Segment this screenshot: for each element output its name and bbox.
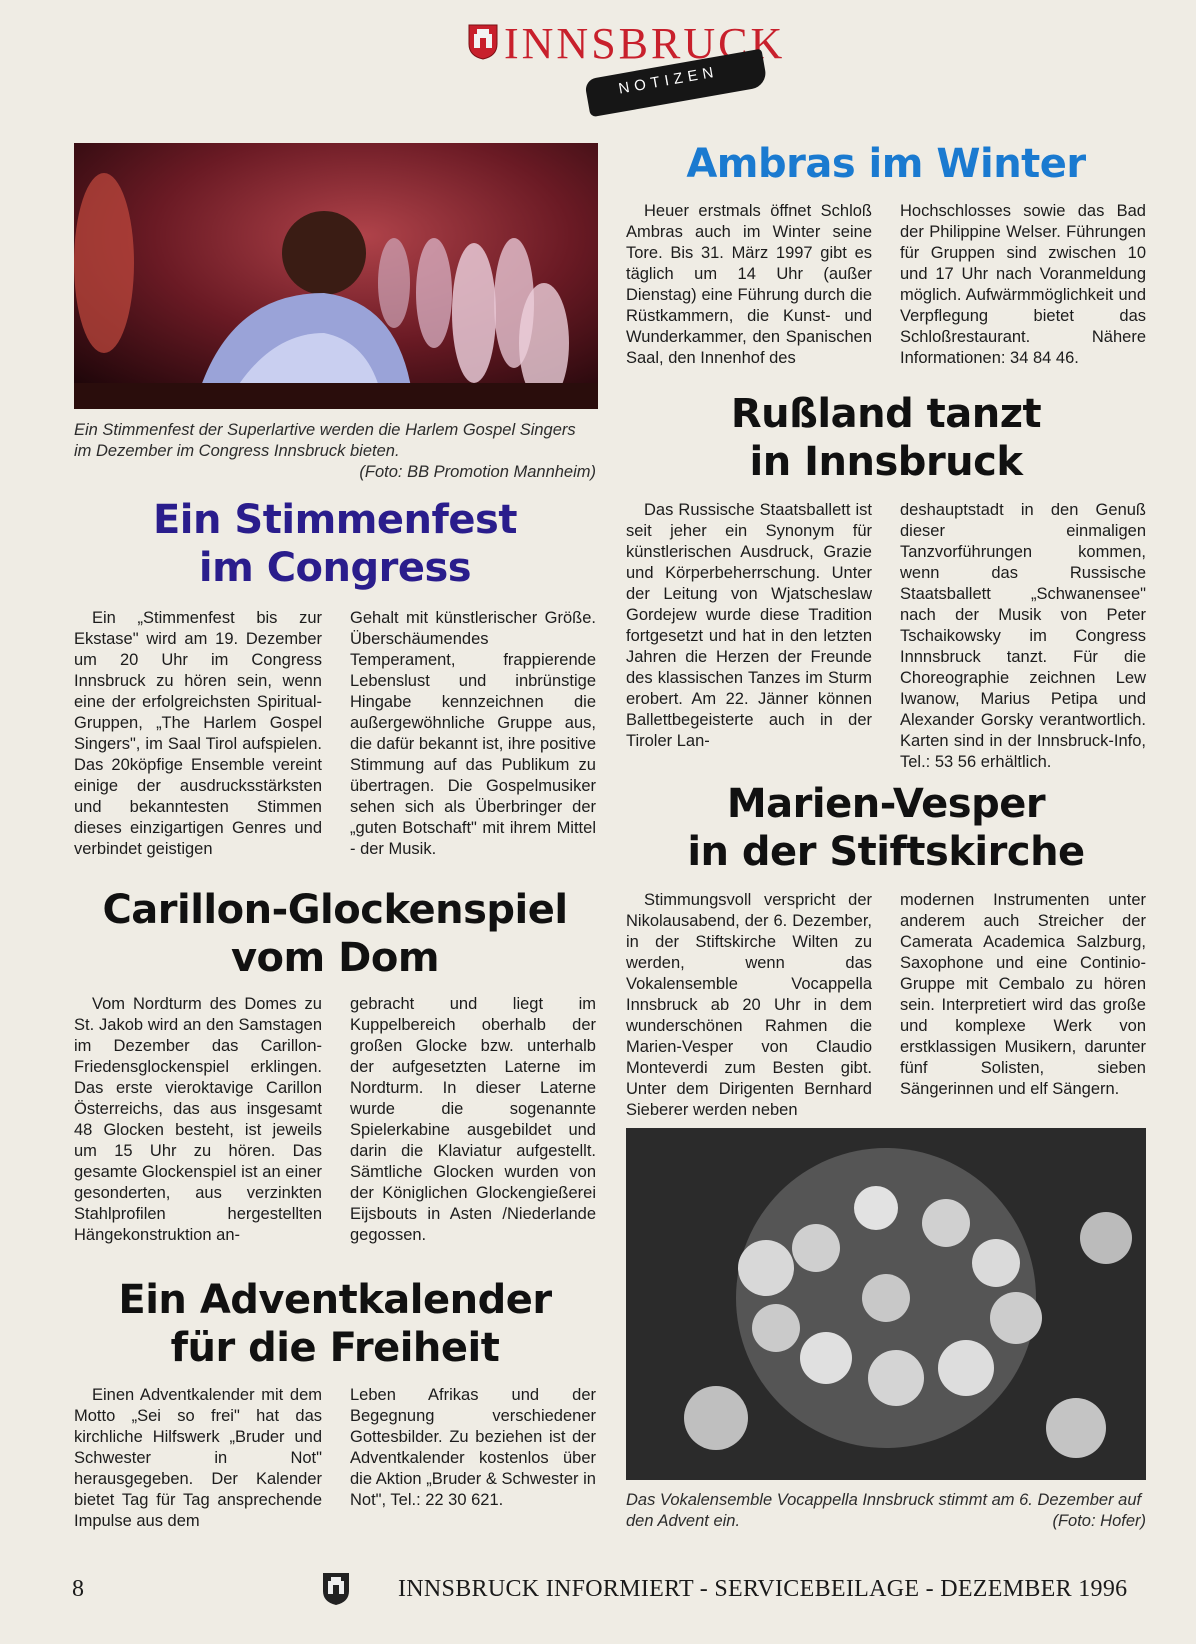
ambras-col1 (626, 201, 872, 369)
carillon-col2-text: gebracht und liegt im Kuppelbereich oberhalb der großen Glocke bzw. unterhalb der aufgesetzten Laterne im Nordturm. In dieser Laterne wurde die sogenannte Spielerkabine ausgebildet und darin die Klaviatur aufgestellt. Sämtliche Glocken wurden von der Königlichen Glockengießerei Eijsbouts in Asten /Niederlande gegossen. (350, 995, 596, 1244)
carillon-headline-line1: Carillon-Glockenspiel (102, 887, 568, 933)
stimmenfest-col2 (350, 608, 596, 860)
marien-col2 (900, 890, 1146, 1100)
photo1-caption: Ein Stimmenfest der Superlartive werden die Harlem Gospel Singers im Dezember im Congress Innsbruck bieten. (74, 421, 576, 460)
advent-col2 (350, 1385, 596, 1511)
ambras-col2 (900, 201, 1146, 369)
vocappella-image (626, 1128, 1146, 1480)
stimmenfest-headline (74, 496, 596, 592)
marien-headline-line2: in der Stiftskirche (687, 829, 1085, 875)
stimmenfest-headline-line2: im Congress (198, 545, 472, 591)
advent-col1-text: Einen Adventkalender mit dem Motto „Sei so frei" hat das kirchliche Hilfswerk „Bruder und Schwester in Not" herausgegeben. Der Kalender bietet Tag für Tag ansprechende Impulse aus dem (74, 1386, 322, 1530)
footer-text: INNSBRUCK INFORMIERT - SERVICEBEILAGE - DEZEMBER 1996 (398, 1576, 1128, 1602)
page-number: 8 (72, 1576, 84, 1602)
masthead (468, 18, 786, 108)
innsbruck-crest-icon (468, 24, 498, 60)
advent-headline (74, 1276, 596, 1372)
marien-col1 (626, 890, 872, 1121)
carillon-col1 (74, 994, 322, 1246)
russland-headline-line1: Rußland tanzt (730, 391, 1042, 437)
advent-headline-line1: Ein Adventkalender (118, 1277, 552, 1323)
gospel-singers-photo (74, 143, 598, 409)
carillon-headline (74, 886, 596, 982)
stimmenfest-col2-text: Gehalt mit künstlerischer Größe. Überschäumendes Temperament, frappierende Lebenslust und inbrünstige Hingabe kennzeichnen die außergewöhnliche Gruppe aus, die dafür bekannt ist, ihre positive Stimmung auf das Publikum zu übertragen. Die Gospelmusiker sehen sich als Überbringer der „guten Botschaft" mit ihrem Mittel - der Musik. (350, 609, 596, 858)
photo2-caption: Das Vokalensemble Vocappella Innsbruck stimmt am 6. Dezember auf den Advent ein. (626, 1491, 1142, 1530)
masthead-subtitle: NOTIZEN (617, 63, 720, 98)
carillon-col2 (350, 994, 596, 1246)
marien-col1-text: Stimmungsvoll verspricht der Nikolausabend, der 6. Dezember, in der Stiftskirche Wilten zu werden, wenn das Vokalensemble Vocappella Innsbruck ab 20 Uhr in dem wunderschönen Rahmen die Marien-Vesper von Claudio Monteverdi zum Besten gibt. Unter dem Dirigenten Bernhard Sieberer werden neben (626, 891, 872, 1119)
advent-col1 (74, 1385, 322, 1532)
marien-headline-line1: Marien-Vesper (726, 781, 1046, 827)
stimmenfest-col1 (74, 608, 322, 860)
russland-col2-text: deshauptstadt in den Genuß dieser einmaligen Tanzvorführungen kommen, wenn das Russische Staatsballett „Schwanensee" nach der Musik von Peter Tschaikowsky im Congress Innnsbruck tanzt. Für die Choreographie zeichnen Lew Iwanow, Marius Petipa und Alexander Gorsky verantwortlich. Karten sind in der Innsbruck-Info, Tel.: 53 56 erhältlich. (900, 501, 1146, 771)
advent-headline-line2: für die Freiheit (170, 1325, 500, 1371)
stimmenfest-col1-text: Ein „Stimmenfest bis zur Ekstase" wird am 19. Dezember um 20 Uhr im Congress Innsbruck zu hören sein, wenn eine der erfolgreichsten Spiritual-Gruppen, „The Harlem Gospel Singers", im Saal Tirol aufspielen. Das 20köpfige Ensemble vereint einige der ausdrucksstärksten und bekanntesten Stimmen dieses einzigartigen Genres und verbindet geistigen (74, 609, 322, 858)
photo1-credit: (Foto: BB Promotion Mannheim) (359, 463, 596, 481)
russland-col1-text: Das Russische Staatsballett ist seit jeher ein Synonym für künstlerischen Ausdruck, Grazie und Körperbeherrschung. Unter der Leitung von Wjatscheslaw Gordejew wurde diese Tradition fortgesetzt und hat in den letzten Jahren die Herzen der Freunde des klassischen Tanzes im Sturm erobert. Am 22. Jänner können Ballettbegeisterte auch in der Tiroler Lan- (626, 501, 872, 750)
vocappella-photo (626, 1128, 1146, 1480)
russland-col2 (900, 500, 1146, 773)
footer-crest-icon (322, 1572, 350, 1606)
ambras-headline: Ambras im Winter (686, 141, 1086, 187)
russland-col1 (626, 500, 872, 752)
marien-col2-text: modernen Instrumenten unter anderem auch Streicher der Camerata Academica Salzburg, Saxophone und eine Continio-Gruppe mit Cembalo zu hören sein. Interpretiert wird das große und komplexe Werk von erstklassigen Musikern, darunter fünf Solisten, sieben Sängerinnen und elf Sängern. (900, 891, 1146, 1098)
carillon-col1-text: Vom Nordturm des Domes zu St. Jakob wird an den Samstagen im Dezember das Carillon-Friedensglockenspiel erklingen. Das erste vieroktavige Carillon Österreichs, das aus insgesamt 48 Glocken besteht, ist jeweils um 15 Uhr zu hören. Das gesamte Glockenspiel ist an einer gesonderten, aus verzinkten Stahlprofilen hergestellten Hängekonstruktion an- (74, 995, 322, 1244)
ambras-col2-text: Hochschlosses sowie das Bad der Philippine Welser. Führungen für Gruppen sind zwischen 10 und 17 Uhr nach Voranmeldung möglich. Aufwärmmöglichkeit und Verpflegung bietet das Schloßrestaurant. Nähere Informationen: 34 84 46. (900, 202, 1146, 367)
advent-col2-text: Leben Afrikas und der Begegnung verschiedener Gottesbilder. Zu beziehen ist der Adventkalender kostenlos über die Aktion „Bruder & Schwester in Not", Tel.: 22 30 621. (350, 1386, 596, 1509)
stimmenfest-headline-line1: Ein Stimmenfest (152, 497, 517, 543)
carillon-headline-line2: vom Dom (230, 935, 440, 981)
gospel-singers-image (74, 143, 598, 409)
masthead-title: INNSBRUCK (504, 19, 786, 68)
marien-headline (626, 780, 1146, 876)
russland-headline-line2: in Innsbruck (749, 439, 1023, 485)
ambras-col1-text: Heuer erstmals öffnet Schloß Ambras auch im Winter seine Tore. Bis 31. März 1997 gibt es täglich um 14 Uhr (außer Dienstag) eine Führung durch die Rüstkammern, die Kunst- und Wunderkammer, den Spanischen Saal, den Innenhof des (626, 202, 872, 367)
russland-headline (626, 390, 1146, 486)
photo2-credit: (Foto: Hofer) (1052, 1512, 1146, 1530)
